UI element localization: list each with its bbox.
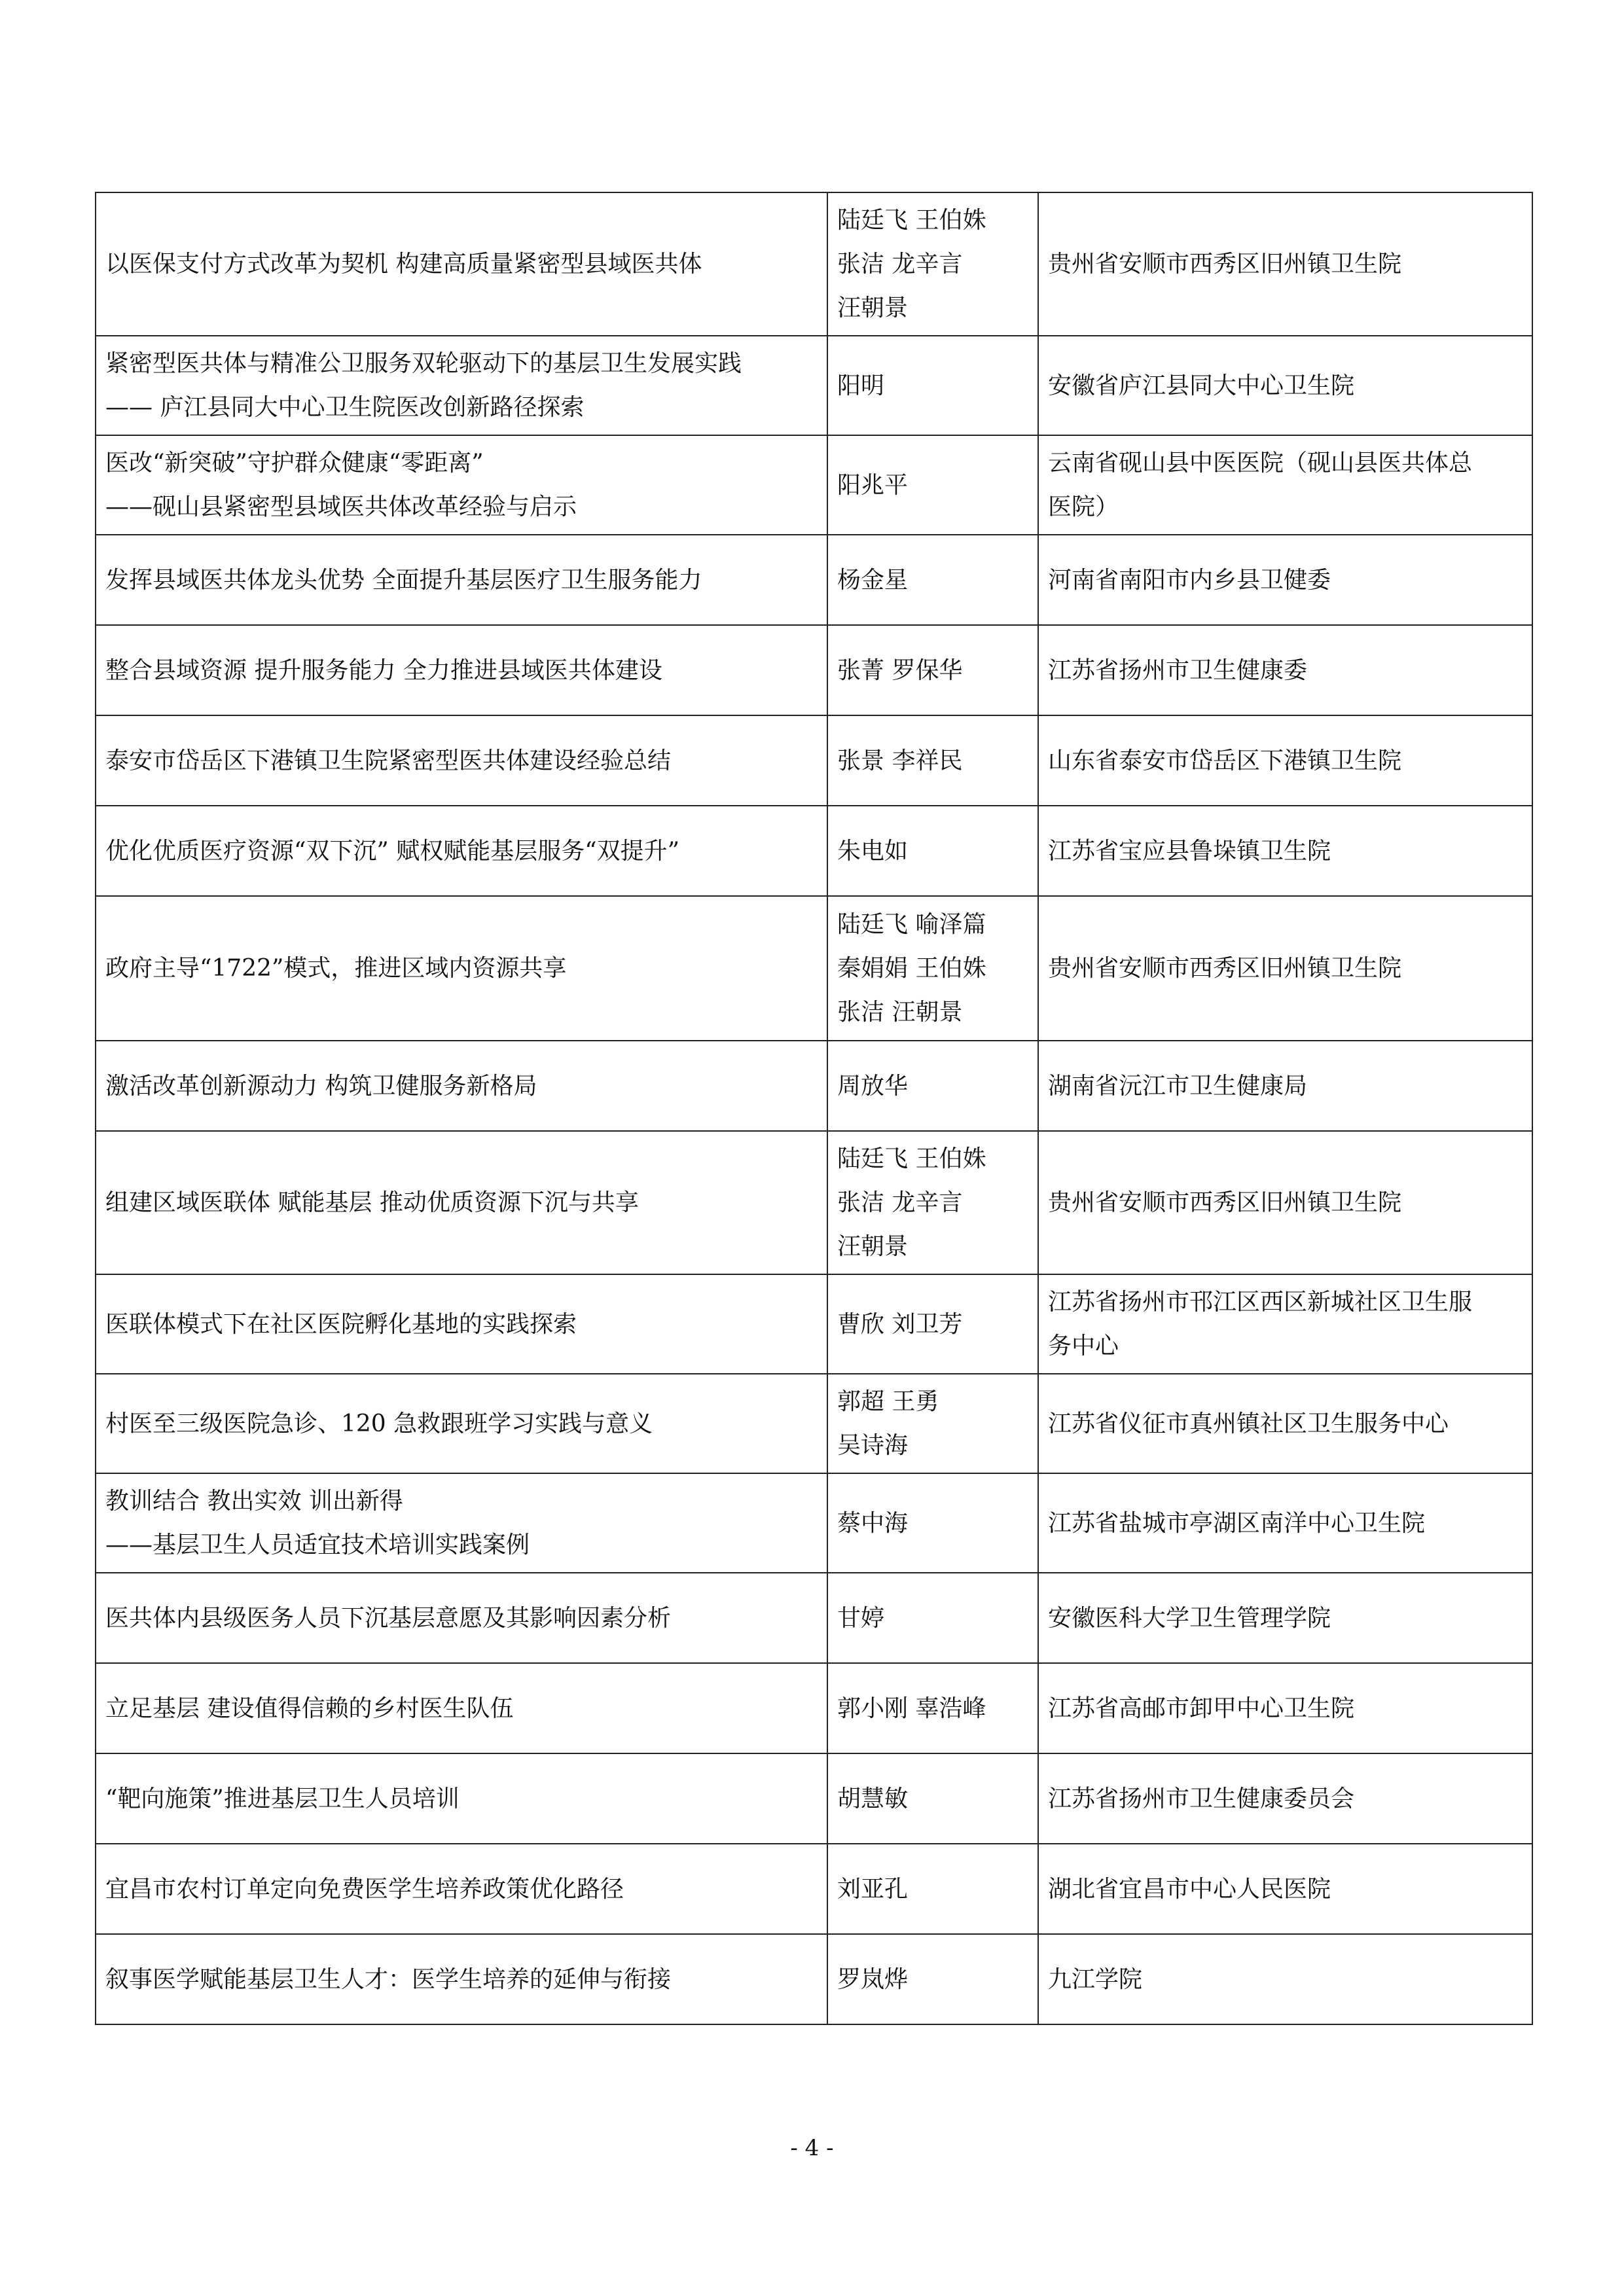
authors-cell xyxy=(827,1844,1038,1934)
title-cell xyxy=(96,336,827,435)
title-line: 叙事医学赋能基层卫生人才：医学生培养的延伸与衔接 xyxy=(105,1965,672,1993)
title-line: 村医至三级医院急诊、120 急救跟班学习实践与意义 xyxy=(105,1410,653,1437)
organization-cell xyxy=(1038,625,1532,715)
title-cell xyxy=(96,1934,827,2024)
title-cell xyxy=(96,1274,827,1374)
table-row xyxy=(96,535,1532,625)
organization-line: 贵州省安顺市西秀区旧州镇卫生院 xyxy=(1048,1189,1402,1216)
authors-cell xyxy=(827,715,1038,806)
organization-line: 江苏省盐城市亭湖区南洋中心卫生院 xyxy=(1048,1509,1426,1537)
authors-cell xyxy=(827,806,1038,896)
authors-line: 罗岚烨 xyxy=(837,1965,909,1993)
table-row xyxy=(96,715,1532,806)
title-line: —— 庐江县同大中心卫生院医改创新路径探索 xyxy=(105,394,585,421)
authors-line: 张菁 罗保华 xyxy=(837,656,963,684)
title-line: 组建区域医联体 赋能基层 推动优质资源下沉与共享 xyxy=(105,1189,639,1216)
title-line: 泰安市岱岳区下港镇卫生院紧密型医共体建设经验总结 xyxy=(105,747,672,774)
table-row xyxy=(96,806,1532,896)
title-cell xyxy=(96,192,827,336)
title-line: 医共体内县级医务人员下沉基层意愿及其影响因素分析 xyxy=(105,1604,672,1632)
organization-line: 江苏省仪征市真州镇社区卫生服务中心 xyxy=(1048,1410,1449,1437)
organization-line: 医院） xyxy=(1048,493,1119,520)
authors-cell xyxy=(827,1041,1038,1131)
title-line: 教训结合 教出实效 训出新得 xyxy=(105,1488,403,1515)
organization-line: 云南省砚山县中医医院（砚山县医共体总 xyxy=(1048,450,1473,476)
table-row xyxy=(96,1844,1532,1934)
authors-line: 张洁 汪朝景 xyxy=(837,999,963,1026)
table-row xyxy=(96,1753,1532,1844)
authors-cell xyxy=(827,192,1038,336)
authors-line: 阳明 xyxy=(837,372,885,399)
authors-line: 陆廷飞 王伯姝 xyxy=(837,1145,986,1172)
organization-line: 湖北省宜昌市中心人民医院 xyxy=(1048,1875,1331,1903)
document-table xyxy=(95,192,1533,2025)
table-row xyxy=(96,192,1532,336)
table-row xyxy=(96,435,1532,535)
title-line: “靶向施策”推进基层卫生人员培训 xyxy=(105,1785,460,1812)
table-row xyxy=(96,1274,1532,1374)
authors-cell xyxy=(827,1473,1038,1573)
table-row xyxy=(96,1473,1532,1573)
organization-cell xyxy=(1038,1934,1532,2024)
title-cell xyxy=(96,1573,827,1663)
table-body xyxy=(96,192,1532,2024)
table-row xyxy=(96,896,1532,1041)
title-cell xyxy=(96,1131,827,1274)
table-row xyxy=(96,1934,1532,2024)
organization-line: 江苏省扬州市邗江区西区新城社区卫生服 xyxy=(1048,1289,1473,1316)
authors-cell xyxy=(827,896,1038,1041)
organization-line: 江苏省宝应县鲁垛镇卫生院 xyxy=(1048,837,1331,865)
organization-cell xyxy=(1038,896,1532,1041)
organization-cell xyxy=(1038,435,1532,535)
organization-cell xyxy=(1038,535,1532,625)
title-cell xyxy=(96,1374,827,1473)
organization-cell xyxy=(1038,192,1532,336)
authors-line: 张洁 龙辛言 xyxy=(837,251,963,278)
organization-line: 贵州省安顺市西秀区旧州镇卫生院 xyxy=(1048,251,1402,278)
authors-cell xyxy=(827,1131,1038,1274)
table-row xyxy=(96,1663,1532,1753)
authors-line: 曹欣 刘卫芳 xyxy=(837,1310,963,1338)
title-line: 整合县域资源 提升服务能力 全力推进县域医共体建设 xyxy=(105,656,662,684)
organization-cell xyxy=(1038,1374,1532,1473)
organization-cell xyxy=(1038,336,1532,435)
authors-line: 甘婷 xyxy=(837,1604,885,1632)
title-line: 紧密型医共体与精准公卫服务双轮驱动下的基层卫生发展实践 xyxy=(105,350,742,377)
organization-cell xyxy=(1038,1274,1532,1374)
organization-line: 江苏省高邮市卸甲中心卫生院 xyxy=(1048,1695,1355,1722)
authors-line: 吴诗海 xyxy=(837,1432,909,1459)
title-cell xyxy=(96,535,827,625)
title-cell xyxy=(96,1753,827,1844)
organization-line: 贵州省安顺市西秀区旧州镇卫生院 xyxy=(1048,955,1402,982)
organization-line: 安徽省庐江县同大中心卫生院 xyxy=(1048,372,1355,399)
table-row xyxy=(96,625,1532,715)
authors-line: 胡慧敏 xyxy=(837,1785,909,1812)
title-cell xyxy=(96,1844,827,1934)
organization-cell xyxy=(1038,1753,1532,1844)
authors-line: 汪朝景 xyxy=(837,295,909,321)
authors-line: 张洁 龙辛言 xyxy=(837,1189,963,1216)
authors-line: 秦娟娟 王伯姝 xyxy=(837,955,986,982)
title-cell xyxy=(96,1663,827,1753)
title-line: 宜昌市农村订单定向免费医学生培养政策优化路径 xyxy=(105,1875,624,1903)
authors-cell xyxy=(827,1573,1038,1663)
authors-cell xyxy=(827,1663,1038,1753)
title-line: 发挥县域医共体龙头优势 全面提升基层医疗卫生服务能力 xyxy=(105,566,702,594)
title-cell xyxy=(96,435,827,535)
organization-line: 江苏省扬州市卫生健康委 xyxy=(1048,656,1308,684)
organization-cell xyxy=(1038,1844,1532,1934)
title-line: 立足基层 建设值得信赖的乡村医生队伍 xyxy=(105,1695,514,1722)
authors-line: 刘亚孔 xyxy=(837,1875,909,1903)
organization-line: 务中心 xyxy=(1048,1333,1119,1359)
organization-cell xyxy=(1038,806,1532,896)
title-cell xyxy=(96,625,827,715)
title-line: ——基层卫生人员适宜技术培训实践案例 xyxy=(105,1532,530,1558)
table-row xyxy=(96,1131,1532,1274)
page-number: - 4 - xyxy=(790,2135,834,2161)
authors-cell xyxy=(827,1374,1038,1473)
table-row xyxy=(96,336,1532,435)
authors-line: 陆廷飞 喻泽篇 xyxy=(837,911,986,938)
organization-cell xyxy=(1038,1041,1532,1131)
organization-line: 江苏省扬州市卫生健康委员会 xyxy=(1048,1785,1355,1812)
title-line: ——砚山县紧密型县域医共体改革经验与启示 xyxy=(105,493,577,520)
authors-line: 郭超 王勇 xyxy=(837,1388,939,1415)
authors-line: 朱电如 xyxy=(837,837,909,865)
table-row xyxy=(96,1374,1532,1473)
title-line: 优化优质医疗资源“双下沉” 赋权赋能基层服务“双提升” xyxy=(105,837,680,865)
authors-cell xyxy=(827,1753,1038,1844)
title-cell xyxy=(96,715,827,806)
title-line: 政府主导“1722”模式，推进区域内资源共享 xyxy=(105,955,567,982)
authors-line: 蔡中海 xyxy=(837,1509,909,1537)
authors-cell xyxy=(827,625,1038,715)
authors-cell xyxy=(827,1934,1038,2024)
title-cell xyxy=(96,1041,827,1131)
organization-line: 安徽医科大学卫生管理学院 xyxy=(1048,1604,1331,1632)
organization-cell xyxy=(1038,1573,1532,1663)
table-row xyxy=(96,1041,1532,1131)
title-line: 激活改革创新源动力 构筑卫健服务新格局 xyxy=(105,1072,537,1100)
organization-cell xyxy=(1038,1131,1532,1274)
authors-line: 汪朝景 xyxy=(837,1233,909,1260)
organization-cell xyxy=(1038,715,1532,806)
authors-line: 陆廷飞 王伯姝 xyxy=(837,207,986,234)
organization-cell xyxy=(1038,1473,1532,1573)
title-cell xyxy=(96,896,827,1041)
title-line: 医改“新突破”守护群众健康“零距离” xyxy=(105,450,484,476)
organization-line: 山东省泰安市岱岳区下港镇卫生院 xyxy=(1048,747,1402,774)
authors-cell xyxy=(827,435,1038,535)
authors-cell xyxy=(827,1274,1038,1374)
organization-line: 九江学院 xyxy=(1048,1965,1143,1993)
organization-cell xyxy=(1038,1663,1532,1753)
authors-line: 张景 李祥民 xyxy=(837,747,963,774)
organization-line: 湖南省沅江市卫生健康局 xyxy=(1048,1072,1308,1100)
authors-line: 周放华 xyxy=(837,1072,909,1100)
authors-cell xyxy=(827,535,1038,625)
authors-line: 郭小刚 辜浩峰 xyxy=(837,1695,986,1722)
authors-line: 杨金星 xyxy=(837,566,909,594)
authors-cell xyxy=(827,336,1038,435)
table-row xyxy=(96,1573,1532,1663)
title-cell xyxy=(96,806,827,896)
organization-line: 河南省南阳市内乡县卫健委 xyxy=(1048,566,1331,594)
title-line: 以医保支付方式改革为契机 构建高质量紧密型县域医共体 xyxy=(105,251,702,278)
authors-line: 阳兆平 xyxy=(837,471,909,499)
title-cell xyxy=(96,1473,827,1573)
title-line: 医联体模式下在社区医院孵化基地的实践探索 xyxy=(105,1310,577,1338)
